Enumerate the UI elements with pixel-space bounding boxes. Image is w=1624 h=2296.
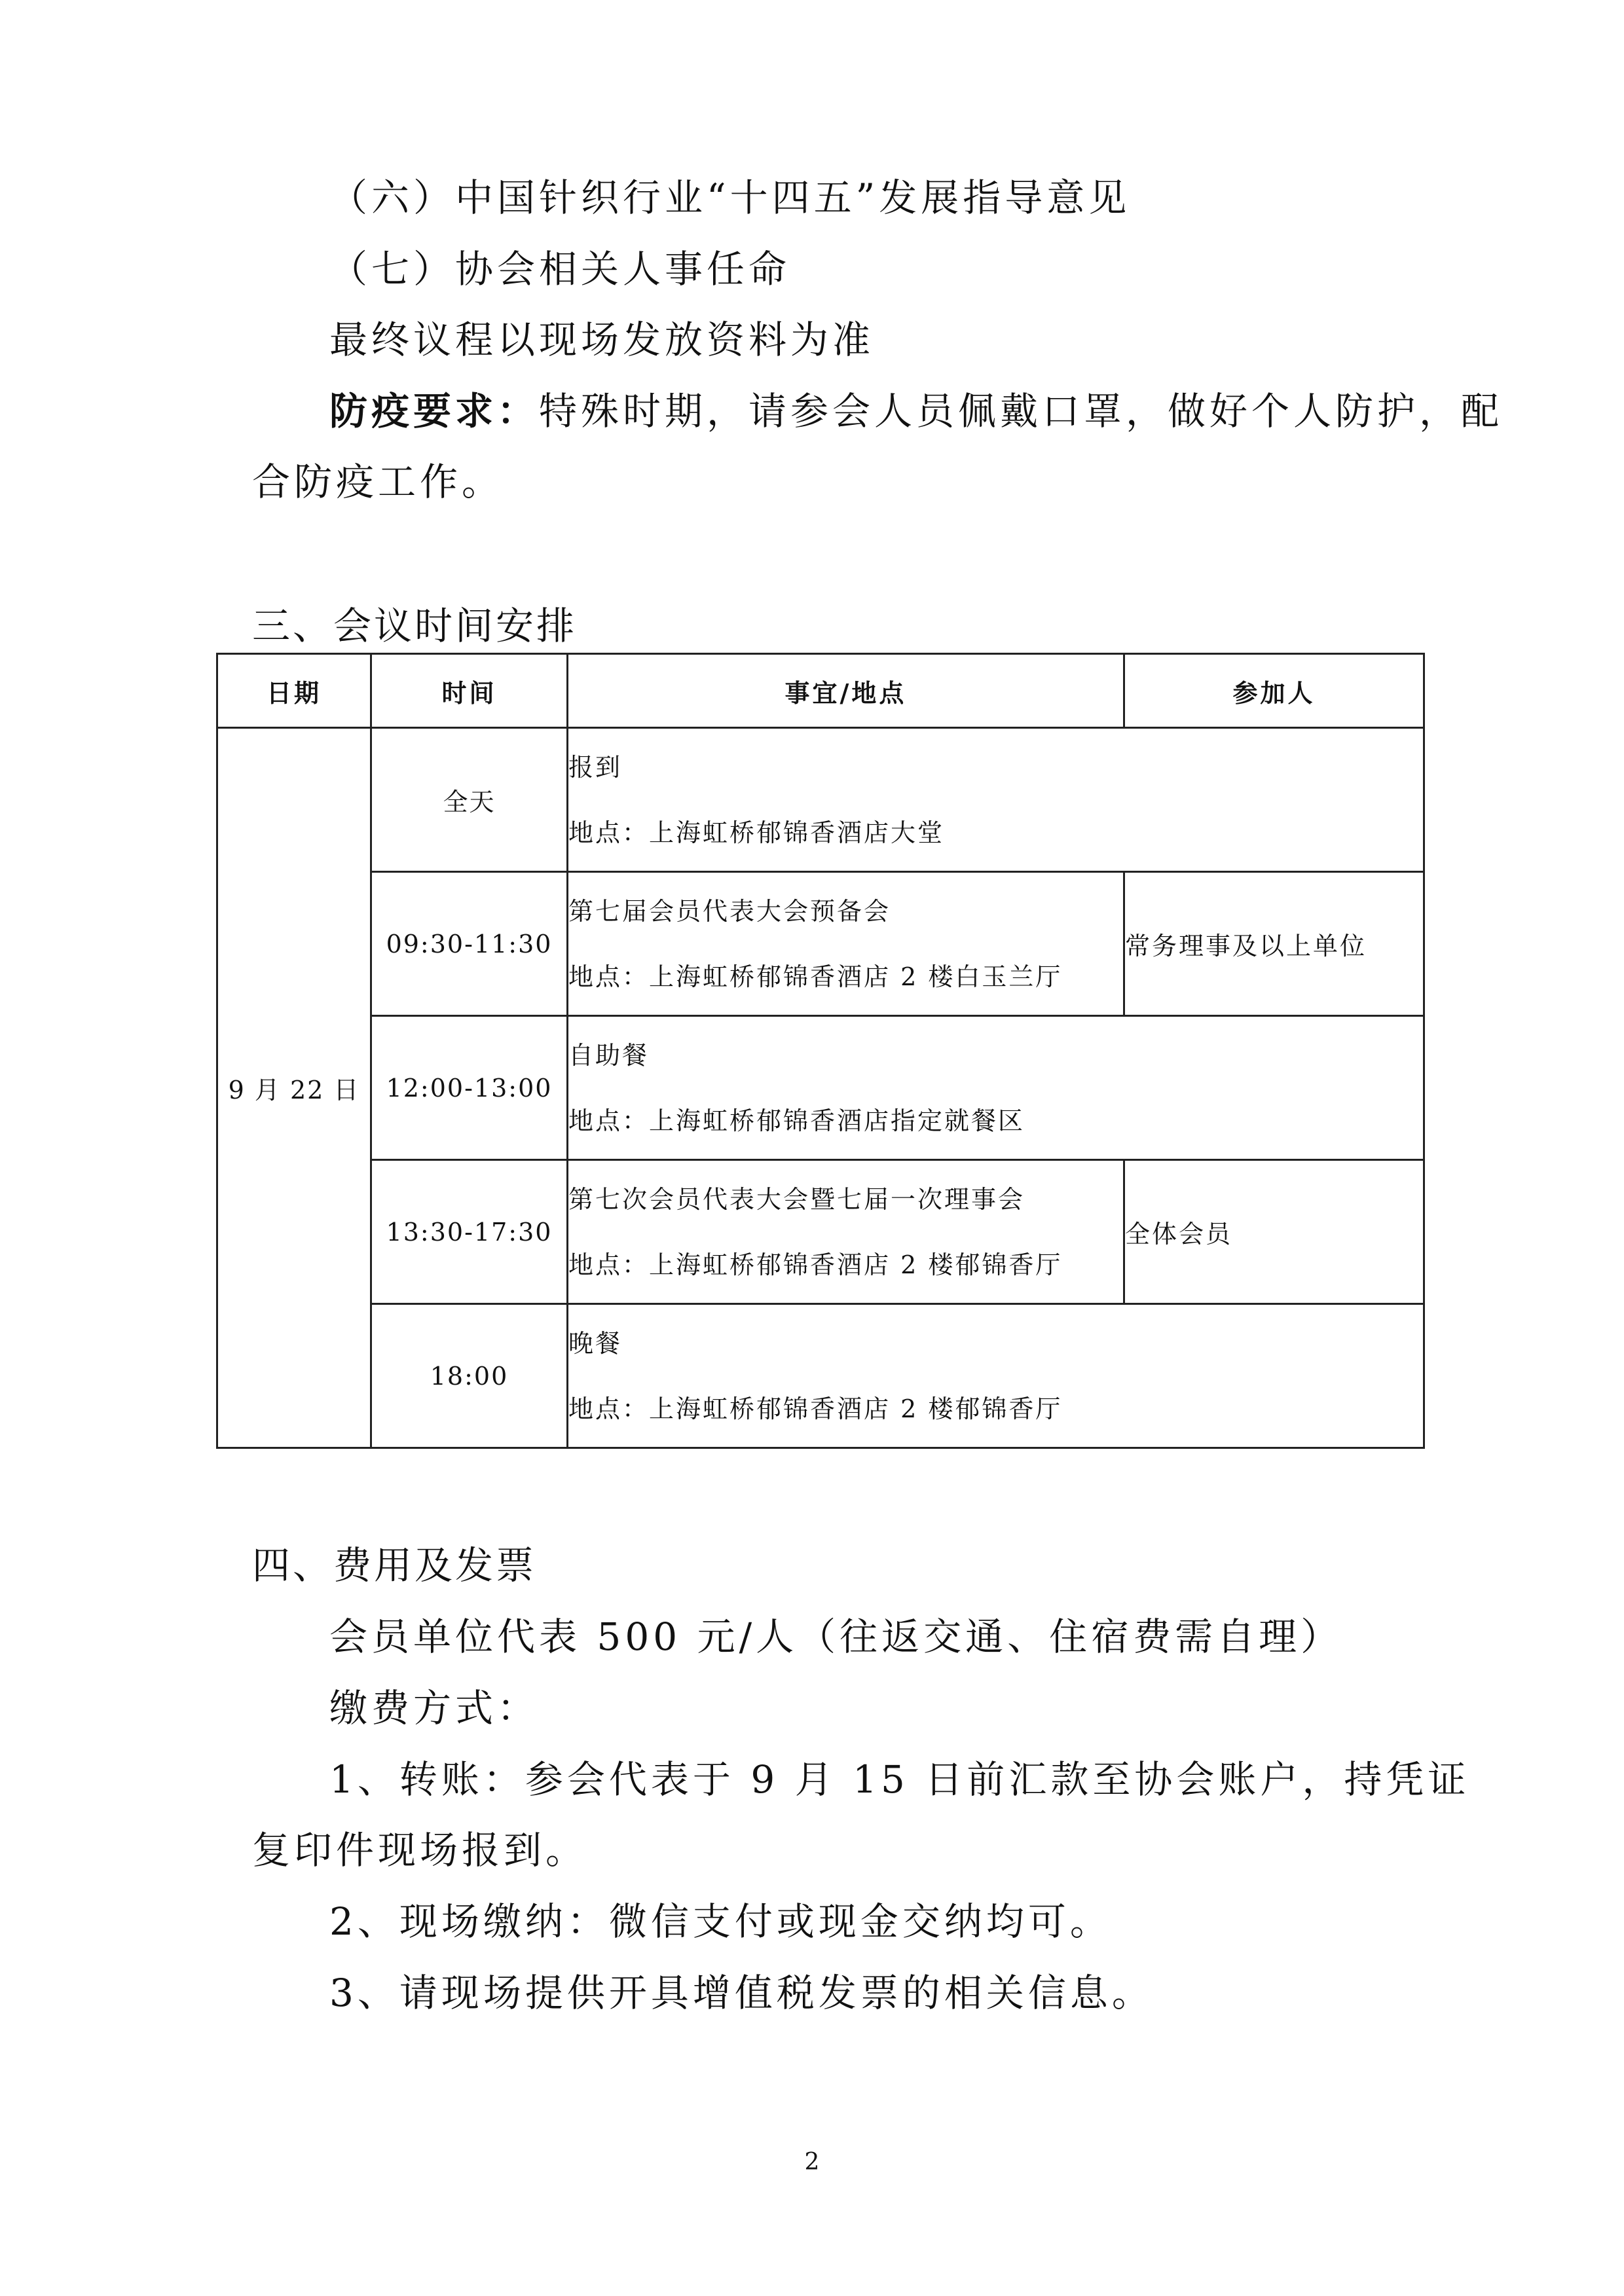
item-cell (568, 1304, 1424, 1448)
time-cell: 18:00 (371, 1304, 568, 1448)
epidemic-text-line1: 特殊时期，请参会人员佩戴口罩，做好个人防护，配 (539, 389, 1504, 433)
item-name: 第七届会员代表大会预备会 (568, 896, 891, 926)
header-attendees: 参加人 (1124, 654, 1424, 728)
epidemic-text-line2: 合防疫工作。 (252, 460, 504, 504)
table-header-row (217, 654, 1424, 728)
table-row (217, 1016, 1424, 1160)
payment-item-2: 2、现场缴纳：微信支付或现金交纳均可。 (329, 1899, 1112, 1944)
table-row (217, 1304, 1424, 1448)
item-location: 地点：上海虹桥郁锦香酒店指定就餐区 (568, 1106, 1025, 1135)
payment-item-1-line2: 复印件现场报到。 (252, 1828, 588, 1872)
epidemic-label: 防疫要求： (329, 389, 540, 433)
agenda-item-7: （七）协会相关人事任命 (329, 247, 791, 291)
item-location: 地点：上海虹桥郁锦香酒店 2 楼白玉兰厅 (568, 962, 1063, 991)
attendees-cell: 常务理事及以上单位 (1124, 872, 1424, 1016)
time-cell: 13:30-17:30 (371, 1160, 568, 1304)
header-time: 时间 (371, 654, 568, 728)
payment-item-3: 3、请现场提供开具增值税发票的相关信息。 (329, 1971, 1154, 2015)
attendees-cell: 全体会员 (1124, 1160, 1424, 1304)
payment-item-1-line1: 1、转账：参会代表于 9 月 15 日前汇款至协会账户，持凭证 (329, 1757, 1470, 1802)
agenda-item-6: （六）中国针织行业“十四五”发展指导意见 (329, 175, 1131, 220)
item-name: 第七次会员代表大会暨七届一次理事会 (568, 1184, 1025, 1214)
table-row (217, 872, 1424, 1016)
time-cell: 12:00-13:00 (371, 1016, 568, 1160)
item-name: 自助餐 (568, 1040, 650, 1070)
item-cell (568, 1016, 1424, 1160)
item-cell (568, 1160, 1124, 1304)
item-location: 地点：上海虹桥郁锦香酒店大堂 (568, 818, 945, 847)
item-cell (568, 728, 1424, 872)
item-location: 地点：上海虹桥郁锦香酒店 2 楼郁锦香厅 (568, 1250, 1063, 1279)
fee-text: 会员单位代表 500 元/人（往返交通、住宿费需自理） (329, 1614, 1343, 1659)
header-date: 日期 (217, 654, 371, 728)
item-cell (568, 872, 1124, 1016)
page-number: 2 (804, 2149, 820, 2176)
item-name: 报到 (568, 752, 623, 782)
item-name: 晚餐 (568, 1328, 623, 1358)
item-location: 地点：上海虹桥郁锦香酒店 2 楼郁锦香厅 (568, 1394, 1063, 1423)
table-row (217, 728, 1424, 872)
time-cell: 全天 (371, 728, 568, 872)
time-cell: 09:30-11:30 (371, 872, 568, 1016)
section3-heading: 三、会议时间安排 (252, 604, 578, 648)
section4-heading: 四、费用及发票 (252, 1543, 537, 1588)
date-cell: 9 月 22 日 (217, 728, 371, 1448)
payment-label: 缴费方式： (329, 1686, 540, 1730)
header-item-location: 事宜/地点 (568, 654, 1124, 728)
table-row (217, 1160, 1424, 1304)
schedule-table (216, 653, 1425, 1449)
epidemic-paragraph (329, 388, 1503, 435)
final-agenda-note: 最终议程以现场发放资料为准 (329, 318, 875, 362)
